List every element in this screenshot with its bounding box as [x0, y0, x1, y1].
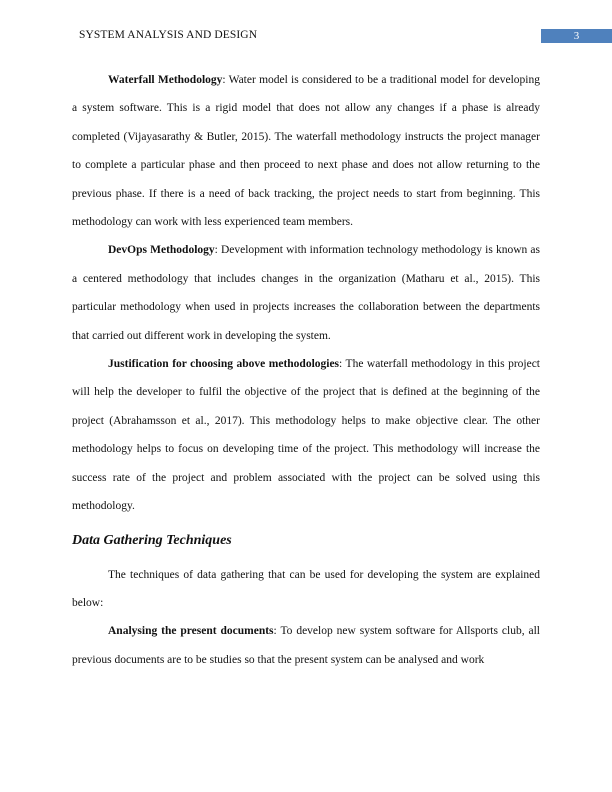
paragraph-devops — [72, 236, 540, 350]
text-analysing-documents: : To develop new system software for Allsports club, all previous documents are to be studies so that the present system can be analysed and work — [72, 625, 540, 666]
term-devops: DevOps Methodology — [108, 244, 215, 257]
text-waterfall: : Water model is considered to be a traditional model for developing a system software. This is a rigid model that does not allow any changes if a phase is already completed (Vijayasarathy & Butler, 2015). The waterfall methodology instructs the project manager to complete a particular phase and then proceed to next phase and does not allow returning to the previous phase. If there is a need of back tracking, the project needs to start from beginning. This methodology can work with less experienced team members. — [72, 74, 540, 229]
term-analysing-documents: Analysing the present documents — [108, 625, 274, 638]
section-intro: The techniques of data gathering that can be used for developing the system are explained below: — [72, 568, 540, 609]
paragraph-justification — [72, 350, 540, 520]
paragraph-analysing-documents — [72, 617, 540, 674]
term-waterfall: Waterfall Methodology — [108, 74, 223, 86]
document-body — [72, 66, 540, 674]
term-justification: Justification for choosing above methodologies — [108, 358, 340, 371]
page-number-badge: 3 — [541, 29, 612, 43]
text-devops: : Development with information technology methodology is known as a centered methodology that includes changes in the organization (Matharu et al., 2015). This particular methodology when used in projects increases the collaboration between the departments that carried out different work in developing the system. — [72, 244, 540, 342]
section-heading: Data Gathering Techniques — [72, 532, 232, 548]
running-header-title: SYSTEM ANALYSIS AND DESIGN — [79, 29, 258, 41]
text-justification: : The waterfall methodology in this project will help the developer to fulfil the objective of the project that is defined at the beginning of the project (Abrahamsson et al., 2017). This methodology helps to make objective clear. The other methodology helps to focus on developing time of the project. This methodology will increase the success rate of the project and problem associated with the project can be solved using this methodology. — [72, 358, 540, 513]
paragraph-waterfall — [72, 66, 540, 236]
